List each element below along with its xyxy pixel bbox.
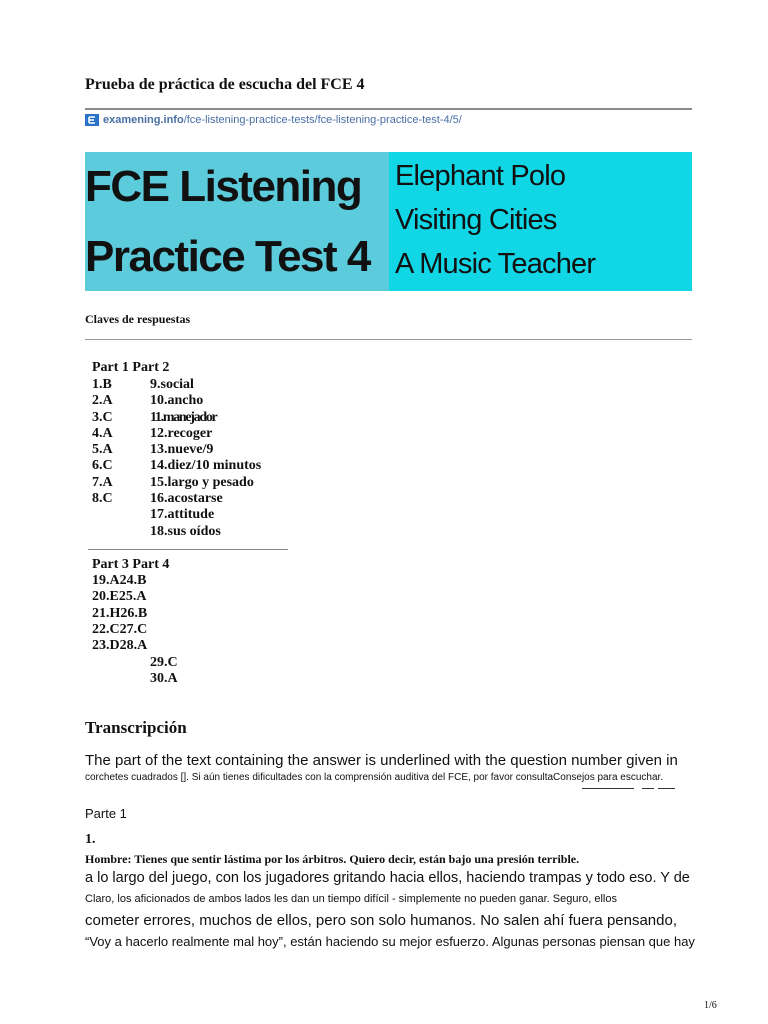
answer-item: 19.A24.B — [92, 573, 147, 588]
banner-title-line2: Practice Test 4 — [85, 232, 370, 281]
answer-item: 13.nueve/9 — [150, 442, 214, 458]
transcript-heading: Transcripción — [85, 718, 187, 737]
answer-item: 20.E25.A — [92, 589, 147, 605]
transcript-line: cometer errores, muchos de ellos, pero son solo humanos. No salen ahí fuera pensando, — [85, 912, 678, 929]
answer-item: 2.A — [92, 393, 113, 409]
part2-answers — [150, 377, 261, 540]
examenglish-e-icon — [85, 114, 99, 126]
answer-key-heading: Claves de respuestas — [85, 312, 191, 326]
answer-item: 29.C — [150, 655, 178, 670]
answer-item: 4.A — [92, 425, 113, 441]
part34-answers — [92, 573, 147, 654]
transcript-line: “Voy a hacerlo realmente mal hoy”, están haciendo su mejor esfuerzo. Algunas personas piensan que hay — [85, 934, 695, 949]
banner-title-line1: FCE Listening — [85, 162, 362, 211]
answer-item: 21.H26.B — [92, 605, 148, 621]
banner-topics-panel — [389, 152, 692, 291]
banner-topic: A Music Teacher — [395, 248, 596, 280]
transcript-intro: The part of the text containing the answer is underlined with the question number given in — [85, 752, 678, 769]
transcript-intro: corchetes cuadrados []. Si aún tienes dificultades con la comprensión auditiva del FCE, por favor consultaConsejos para escuchar. — [85, 772, 664, 783]
source-path[interactable]: /fce-listening-practice-tests/fce-listening-practice-test-4/5/ — [183, 114, 462, 126]
answer-item: 22.C27.C — [92, 621, 148, 637]
answer-item: 23.D28.A — [92, 638, 148, 654]
answer-item: 9.social — [150, 377, 194, 392]
speaker-line: Hombre: Tienes que sentir lástima por los árbitros. Quiero decir, están bajo una presión terrible. — [85, 852, 580, 866]
answer-item: 16.acostarse — [150, 491, 223, 507]
answer-item: 1.B — [92, 377, 112, 392]
page-number: 1/6 — [704, 1000, 717, 1011]
part34-heading: Part 3 Part 4 — [92, 557, 170, 572]
answer-item: 11.manejador — [150, 409, 217, 425]
link-underline — [582, 788, 634, 789]
banner-topic: Visiting Cities — [395, 204, 557, 236]
banner-topic: Elephant Polo — [395, 160, 566, 192]
question-label: 1. — [85, 832, 96, 847]
answer-item: 18.sus oídos — [150, 523, 221, 539]
title-divider — [85, 108, 692, 110]
banner-title-panel — [85, 152, 389, 291]
answer-section-divider — [88, 549, 288, 550]
answer-item: 15.largo y pesado — [150, 474, 254, 490]
part-label: Parte 1 — [85, 806, 127, 821]
page-title: Prueba de práctica de escucha del FCE 4 — [85, 76, 365, 93]
answer-item: 5.A — [92, 442, 113, 458]
answer-item: 7.A — [92, 474, 113, 490]
answer-item: 14.diez/10 minutos — [150, 458, 262, 474]
part12-heading: Part 1 Part 2 — [92, 360, 170, 375]
test-banner — [85, 152, 692, 291]
answer-item: 12.recoger — [150, 425, 213, 441]
answer-item: 30.A — [150, 671, 178, 687]
answer-item: 3.C — [92, 409, 113, 425]
answer-item: 6.C — [92, 458, 113, 474]
link-underline — [642, 788, 654, 789]
source-domain[interactable]: examening.info — [103, 114, 184, 126]
transcript-line: a lo largo del juego, con los jugadores gritando hacia ellos, haciendo trampas y todo eso. Y de — [85, 870, 690, 886]
answer-item: 8.C — [92, 491, 113, 507]
source-link[interactable] — [85, 114, 462, 126]
answer-item: 10.ancho — [150, 393, 204, 409]
transcript-line: Claro, los aficionados de ambos lados les dan un tiempo difícil - simplemente no pueden ganar. Seguro, ellos — [85, 893, 617, 905]
part1-answers — [92, 377, 113, 507]
answer-key-divider — [85, 339, 692, 340]
answer-item: 17.attitude — [150, 507, 215, 523]
part4-extra-answers — [150, 655, 178, 688]
link-underline — [658, 788, 675, 789]
